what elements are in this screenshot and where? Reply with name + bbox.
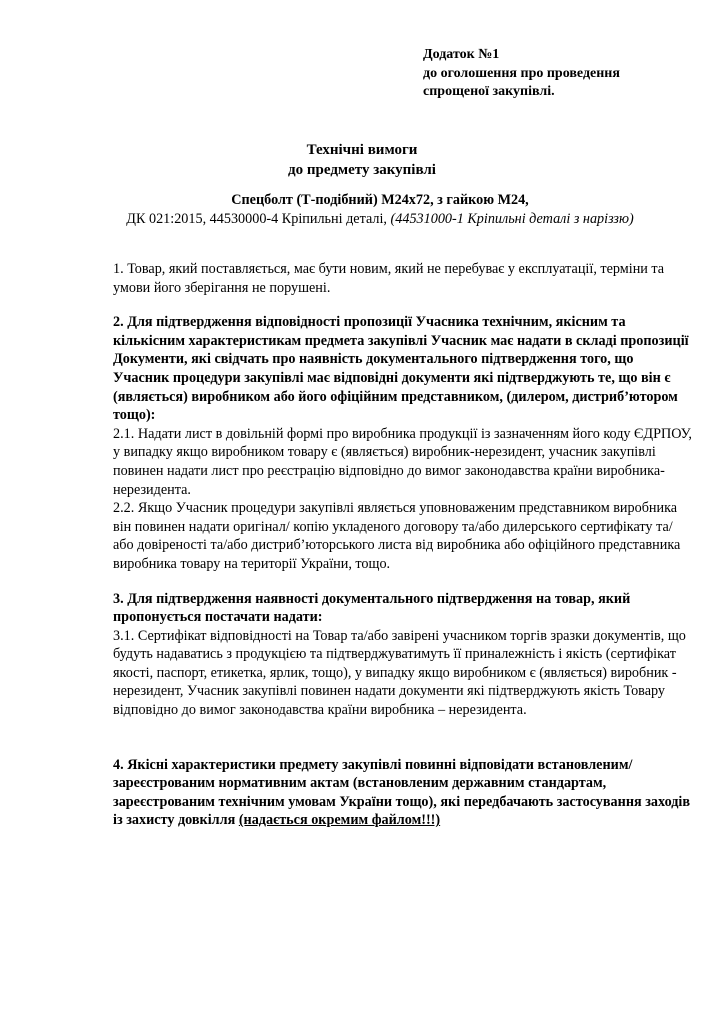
title-line-1: Технічні вимоги xyxy=(306,142,418,158)
classification-code xyxy=(60,210,700,229)
section-4-main: 4. Якісні характеристики предмету закупівлі повинні відповідати встановленим/зареєстрованим нормативним актам (встановленим державним стандартам, зареєстрованим технічним умовам України тощо), які передбачають застосування заходів із захисту довкілля xyxy=(113,756,691,829)
classification-code-sub: (44531000-1 Кріпильні деталі з наріззю) xyxy=(390,211,634,227)
annex-line-2: до оголошення про проведення xyxy=(423,65,620,81)
document-title xyxy=(0,140,724,180)
annex-line-3: спрощеної закупівлі. xyxy=(423,84,555,99)
annex-line-1: Додаток №1 xyxy=(423,47,500,62)
section-4-note: (надається окремим файлом!!!) xyxy=(238,812,441,829)
section-2-2-text: 2.2. Якщо Учасник процедури закупівлі являється уповноваженим представником виробника він повинен надати оригінал/ копію укладеного договору та/або дилерського сертифікату та/або довіреності та/або дистриб’юторського листа від виробника або офіційного представника виробника товару на території України, тощо. xyxy=(113,500,681,572)
section-4-text xyxy=(113,756,693,830)
product-name: Спецболт (Т-подібний) М24х72, з гайкою М24, xyxy=(231,192,529,208)
procurement-subject xyxy=(60,191,700,229)
section-2-heading: 2. Для підтвердження відповідності пропозиції Учасника технічним, якісним та кількісним характеристикам предмета закупівлі Учасник має надати в складі пропозиції Документи, які свідчать про наявність документального підтвердження того, що Учасник процедури закупівлі має відповідні документи які підтверджують те, що він є (являється) виробником або його офіційним представником, (дилером, дистриб’ютором тощо): xyxy=(113,314,689,424)
title-line-2: до предмету закупівлі xyxy=(288,162,436,178)
section-3-1-text: 3.1. Сертифікат відповідності на Товар та/або завірені учасником торгів зразки документів, що будуть надаватись з продукцією та підтверджуватимуть її приналежність і якість (сертифікат якості, паспорт, етикетка, ярлик, тощо), у випадку якщо виробником є (являється) виробник - нерезидент, Учасник закупівлі повинен надати документи які підтверджують якість Товару відповідно до вимог законодавства країни виробника – нерезидента. xyxy=(113,627,686,719)
classification-code-main: ДК 021:2015, 44530000-4 Кріпильні деталі, xyxy=(126,211,391,227)
requirements-body xyxy=(113,260,693,830)
section-1-text: 1. Товар, який поставляється, має бути новим, який не перебуває у експлуатації, терміни та умови його зберігання не порушені. xyxy=(113,261,665,296)
section-3-heading: 3. Для підтвердження наявності документального підтвердження на товар, який пропонується постачати надати: xyxy=(113,590,631,626)
annex-block xyxy=(423,46,713,102)
section-2-1-text: 2.1. Надати лист в довільній формі про виробника продукції із зазначенням його коду ЄДРПОУ, у випадку якщо виробником товару є (являється) виробник-нерезидент, учасник закупівлі повинен надати лист про реєстрацію відповідно до вимог законодавства країни виробника-нерезидента. xyxy=(113,425,692,498)
